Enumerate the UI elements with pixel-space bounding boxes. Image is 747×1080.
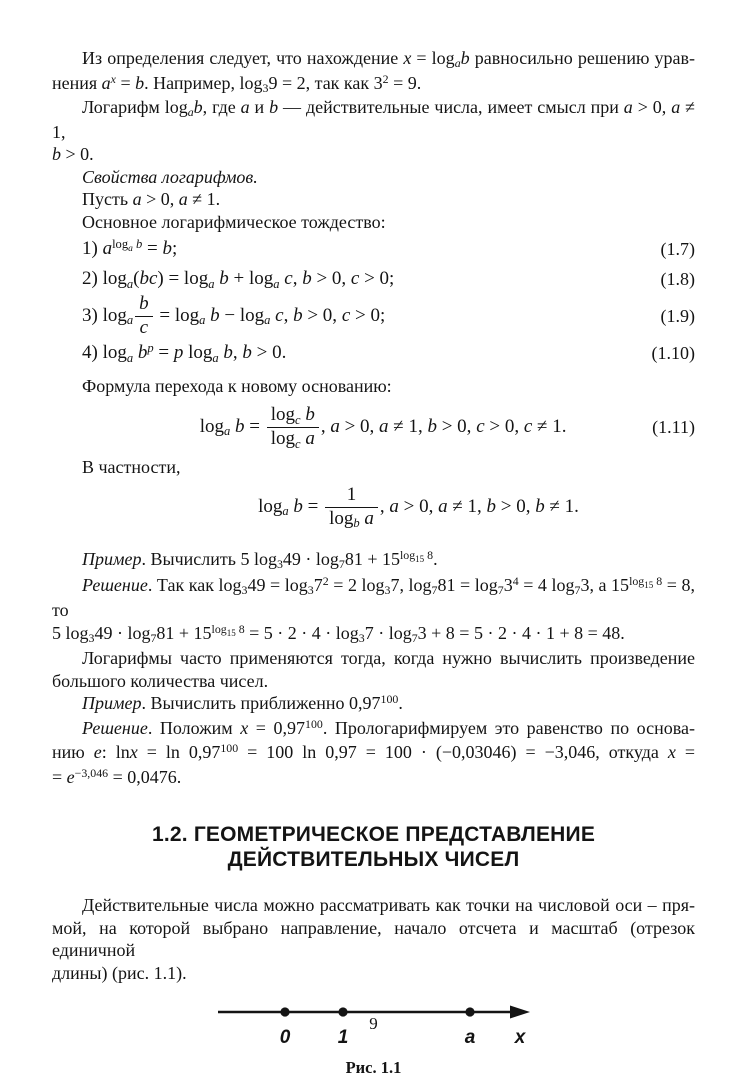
- text-run: 3: [503, 574, 513, 595]
- text-run: 49 = log: [247, 574, 308, 595]
- equation-body: [82, 238, 177, 260]
- fraction-denominator: [267, 427, 319, 450]
- text-run: 3 + 8 = 5 · 2 · 4 · 1 + 8 = 48.: [417, 622, 625, 643]
- text-run: ) = log: [157, 268, 209, 289]
- text-run: . Вычислить приближенно 0,97: [141, 693, 381, 713]
- text-run: = 4 log: [518, 574, 575, 595]
- text-run: =: [675, 742, 695, 762]
- text-run: > 0,: [436, 415, 477, 437]
- text-run: b: [214, 268, 229, 289]
- text-run: 49 · log: [94, 622, 151, 643]
- text-run: 7: [313, 574, 323, 595]
- text-run: a: [389, 495, 399, 517]
- paragraph: [52, 717, 695, 791]
- fraction: [267, 405, 319, 450]
- text-run: a: [454, 56, 461, 71]
- text-run: 9 = 2, так как 3: [268, 72, 383, 93]
- text-run: 100: [380, 692, 399, 707]
- figure-caption: Рис. 1.1: [345, 1058, 402, 1077]
- section-heading-line: ДЕЙСТВИТЕЛЬНЫХ ЧИСЕЛ: [227, 848, 520, 871]
- text-run: =: [142, 238, 163, 259]
- text-run: Действительные числа можно рассматривать как точки на числовой оси – пря-: [82, 895, 695, 915]
- text-run: 81 = log: [437, 574, 498, 595]
- text-run: ≠ 1,: [52, 97, 695, 142]
- paragraph-line: [52, 894, 695, 917]
- text-run: a: [438, 495, 448, 517]
- text-run: нения: [52, 72, 102, 93]
- text-run: c: [476, 415, 485, 437]
- paragraph: [52, 574, 695, 648]
- paragraph-line: [52, 143, 695, 166]
- text-run: 49 · log: [282, 549, 339, 569]
- text-run: b: [205, 304, 220, 326]
- text-run: > 0;: [359, 268, 395, 289]
- text-run: log: [270, 428, 295, 449]
- text-run: a: [132, 189, 142, 209]
- text-run: =: [52, 766, 67, 787]
- text-run: x: [110, 71, 116, 86]
- text-run: ≠ 1.: [187, 189, 221, 209]
- text-run: Пример: [82, 549, 142, 569]
- paragraph: [52, 96, 695, 166]
- paragraph-line: [52, 72, 695, 97]
- text-run: 7: [411, 630, 418, 645]
- text-run: Основное логарифмическое тождество:: [82, 211, 386, 232]
- text-run: c: [523, 415, 533, 437]
- axis-label-one: 1: [337, 1027, 348, 1048]
- paragraph-line: [52, 766, 695, 791]
- text-run: = 2 log: [328, 574, 385, 595]
- equation-number: (1.9): [660, 305, 695, 326]
- text-run: ,: [232, 342, 243, 363]
- text-run: a: [264, 312, 271, 327]
- text-run: = 9.: [388, 72, 422, 93]
- text-run: 3: [358, 630, 365, 645]
- text-run: b: [288, 495, 303, 517]
- text-run: log: [199, 415, 224, 437]
- text-run: . Например, log: [144, 72, 263, 93]
- text-run: (: [133, 268, 140, 289]
- equation-particular-case: [52, 478, 695, 536]
- text-run: c: [270, 304, 284, 326]
- text-run: 7, log: [390, 574, 432, 595]
- text-run: 7: [574, 582, 581, 597]
- text-run: b: [427, 415, 437, 437]
- paragraph-line: [52, 647, 695, 670]
- equation-number: (1.8): [660, 268, 695, 289]
- text-run: b: [133, 342, 148, 363]
- text-run: ,: [379, 495, 390, 517]
- fraction-numerator: [325, 485, 378, 507]
- fraction-numerator: [135, 294, 153, 316]
- text-run: a: [199, 312, 206, 327]
- text-run: − log: [219, 304, 265, 326]
- text-run: log: [258, 495, 283, 517]
- text-run: c: [139, 316, 149, 338]
- paragraph-line: [52, 741, 695, 766]
- text-run: b: [460, 48, 470, 68]
- axis-label-x: x: [514, 1027, 525, 1048]
- text-run: b: [535, 495, 545, 517]
- paragraph-line: [52, 692, 695, 717]
- fraction-numerator: [267, 405, 319, 427]
- text-run: 3: [276, 557, 283, 572]
- text-run: = log: [411, 48, 455, 68]
- paragraph-line: [52, 166, 695, 189]
- text-run: > 0,: [141, 189, 179, 209]
- equation-body: [82, 342, 286, 364]
- text-run: p: [147, 340, 154, 355]
- text-run: > 0.: [61, 144, 94, 164]
- page-number: 9: [369, 1014, 378, 1033]
- text-run: bc: [139, 268, 158, 289]
- text-run: 7: [431, 582, 438, 597]
- text-run: 7: [150, 630, 157, 645]
- text-run: 8: [653, 573, 663, 588]
- equation-number: (1.7): [660, 238, 695, 259]
- text-run: Логарифм log: [82, 97, 188, 117]
- text-run: b: [132, 236, 143, 251]
- text-run: p: [173, 342, 184, 363]
- text-run: log: [270, 404, 295, 426]
- text-run: =: [115, 72, 136, 93]
- equation-body: [82, 294, 385, 339]
- text-run: a: [359, 507, 374, 529]
- text-run: b: [218, 342, 233, 363]
- text-run: a: [187, 105, 194, 120]
- text-run: e: [93, 742, 102, 762]
- text-run: 81 + 15: [156, 622, 212, 643]
- paragraph-line: [52, 456, 695, 479]
- text-run: В частности,: [82, 456, 181, 477]
- text-run: log: [629, 573, 645, 588]
- text-run: c: [350, 268, 360, 289]
- text-run: a: [126, 350, 134, 365]
- text-run: a: [240, 97, 250, 117]
- text-run: 3: [384, 582, 391, 597]
- text-run: −3,046: [74, 765, 109, 780]
- paragraph-line: [52, 622, 695, 648]
- paragraph-line: [52, 96, 695, 143]
- text-run: a: [126, 276, 134, 291]
- text-run: a: [671, 97, 681, 117]
- text-run: b: [162, 238, 172, 259]
- text-run: > 0,: [339, 415, 380, 437]
- paragraph: [52, 47, 695, 96]
- text-run: . Прологарифмируем это равенство по основа-: [322, 717, 695, 738]
- equation-body: [52, 405, 652, 450]
- text-run: x: [667, 742, 676, 762]
- text-run: 15: [415, 554, 425, 565]
- text-run: 3: [262, 80, 269, 95]
- text-run: 5 log: [52, 622, 89, 643]
- text-run: = ln 0,97: [137, 742, 221, 762]
- text-run: + log: [228, 268, 274, 289]
- text-run: Пример: [82, 693, 142, 713]
- text-run: a: [379, 415, 389, 437]
- paragraph: [52, 894, 695, 984]
- text-run: a: [102, 238, 113, 259]
- text-run: Из определения следует, что нахождение: [82, 48, 404, 68]
- text-run: 15: [226, 627, 236, 638]
- text-run: x: [240, 717, 249, 738]
- text-run: a: [212, 350, 219, 365]
- text-run: и: [249, 97, 270, 117]
- text-run: Формула перехода к новому основанию:: [82, 376, 392, 396]
- text-run: c: [279, 268, 293, 289]
- fraction-denominator: [135, 316, 153, 339]
- text-run: 100: [305, 716, 323, 731]
- text-run: b: [293, 304, 303, 326]
- text-run: 2: [322, 573, 329, 588]
- text-run: a: [330, 415, 340, 437]
- text-run: 2) log: [82, 268, 127, 289]
- text-run: a: [623, 97, 633, 117]
- text-run: = log: [154, 304, 200, 326]
- text-run: a: [273, 276, 280, 291]
- text-run: — действительные числа, имеет смысл при: [278, 97, 624, 117]
- text-run: b: [269, 97, 279, 117]
- section-heading: [52, 822, 695, 872]
- text-run: Решение: [82, 574, 148, 595]
- text-run: 7 · log: [364, 622, 412, 643]
- text-run: 3: [88, 630, 95, 645]
- text-run: b: [230, 415, 245, 437]
- text-run: a: [223, 424, 231, 439]
- text-run: 3: [307, 582, 314, 597]
- text-run: =: [244, 415, 265, 437]
- text-run: a: [178, 189, 188, 209]
- text-run: 3) log: [82, 304, 127, 326]
- paragraph-line: [52, 211, 695, 234]
- text-run: 3: [241, 582, 248, 597]
- text-run: b: [353, 516, 360, 530]
- text-run: 81 + 15: [344, 549, 400, 569]
- text-run: a: [300, 428, 315, 449]
- text-run: .: [433, 549, 438, 569]
- text-run: > 0,: [302, 304, 342, 326]
- text-run: c: [341, 304, 351, 326]
- text-run: b: [242, 342, 252, 363]
- text-run: log: [399, 548, 416, 563]
- paragraph-line: [52, 962, 695, 985]
- paragraph-line: [52, 917, 695, 962]
- text-run: =: [302, 495, 324, 517]
- paragraph-line: [52, 375, 695, 398]
- axis-label-zero: 0: [279, 1027, 290, 1048]
- text-run: > 0,: [632, 97, 672, 117]
- text-run: Свойства логарифмов.: [82, 166, 258, 187]
- text-run: b: [52, 144, 61, 164]
- text-run: равносильно решению урав-: [469, 48, 695, 68]
- text-run: = 8, то: [52, 574, 696, 620]
- text-run: a: [126, 312, 134, 327]
- text-run: log: [211, 621, 227, 636]
- equation-number: (1.10): [651, 342, 695, 363]
- text-run: b: [300, 404, 315, 426]
- paragraph-line: [52, 188, 695, 211]
- text-run: . Так как log: [147, 574, 242, 595]
- text-run: ,: [283, 304, 294, 326]
- equation-number: (1.11): [652, 417, 695, 437]
- equation-1-8: [52, 263, 695, 295]
- equation-1-10: [52, 337, 695, 369]
- text-run: x: [403, 48, 412, 68]
- axis-label-a: a: [464, 1027, 475, 1048]
- section-heading-line: 1.2. ГЕОМЕТРИЧЕСКОЕ ПРЕДСТАВЛЕНИЕ: [151, 823, 596, 846]
- equation-1-11: [52, 400, 695, 456]
- text-run: мой, на которой выбрано направление, начало отсчета и масштаб (отрезок единичной: [52, 917, 695, 960]
- text-run: c: [295, 412, 301, 427]
- equation-1-7: [52, 235, 695, 263]
- text-run: b: [135, 72, 145, 93]
- text-run: log: [183, 342, 213, 363]
- text-run: 7: [338, 557, 345, 572]
- text-run: b: [486, 495, 497, 517]
- text-run: a: [128, 244, 133, 255]
- text-run: .: [398, 693, 403, 713]
- text-run: большого количества чисел.: [52, 670, 269, 691]
- paragraph-line: [52, 47, 695, 72]
- text-run: : ln: [101, 742, 130, 762]
- text-run: 4: [512, 573, 519, 588]
- paragraph-line: [52, 574, 695, 622]
- equation-1-9: [52, 292, 695, 338]
- fraction: [135, 294, 153, 339]
- text-run: Решение: [82, 717, 148, 738]
- text-run: ≠ 1,: [388, 415, 428, 437]
- text-run: c: [295, 436, 301, 451]
- text-run: ≠ 1.: [544, 495, 579, 517]
- text-run: нию: [52, 742, 94, 762]
- text-run: , где: [202, 97, 241, 117]
- text-run: 3, а 15: [580, 574, 630, 595]
- text-run: = 5 · 2 · 4 · log: [244, 622, 359, 643]
- text-run: b: [139, 292, 149, 314]
- text-run: 100: [220, 741, 239, 756]
- text-run: . Вычислить 5 log: [141, 549, 277, 569]
- equation-body: [52, 485, 695, 530]
- paragraph-line: [52, 717, 695, 742]
- text-run: 4) log: [82, 342, 127, 363]
- text-run: ,: [320, 415, 331, 437]
- fraction: [325, 485, 378, 530]
- text-run: a: [101, 72, 111, 93]
- paragraph-line: [52, 670, 695, 693]
- text-run: 8: [424, 548, 434, 563]
- text-run: x: [129, 742, 138, 762]
- text-run: 1): [82, 238, 103, 259]
- text-run: log: [329, 507, 354, 529]
- text-run: log: [112, 236, 129, 251]
- text-run: b: [302, 268, 312, 289]
- text-run: 2: [382, 71, 389, 86]
- text-run: =: [153, 342, 174, 363]
- paragraph: [52, 647, 695, 692]
- page-content: [52, 47, 695, 1078]
- text-run: ≠ 1,: [447, 495, 487, 517]
- text-run: 7: [497, 582, 504, 597]
- text-run: a: [208, 276, 215, 291]
- text-run: = 0,97: [248, 717, 305, 738]
- text-run: a: [282, 503, 289, 518]
- text-run: > 0,: [484, 415, 524, 437]
- text-run: ,: [292, 268, 303, 289]
- text-run: длины) (рис. 1.1).: [52, 962, 187, 983]
- text-run: 15: [644, 579, 654, 590]
- text-run: Логарифмы часто применяются тогда, когда нужно вычислить произведение: [82, 648, 695, 668]
- figure-number-line: [52, 998, 695, 1078]
- equation-body: [82, 268, 394, 290]
- text-run: > 0;: [350, 304, 386, 326]
- text-run: > 0,: [311, 268, 351, 289]
- text-run: > 0,: [398, 495, 439, 517]
- text-run: . Положим: [147, 717, 241, 738]
- text-run: ≠ 1.: [532, 415, 567, 437]
- text-run: 1: [346, 483, 357, 505]
- text-run: e: [66, 766, 75, 787]
- text-run: = 100 ln 0,97 = 100 · (−0,03046) = −3,046, откуда: [238, 742, 668, 762]
- paragraph-line: [52, 548, 695, 574]
- text-run: ;: [171, 238, 178, 259]
- text-run: b: [193, 97, 203, 117]
- text-run: 8: [235, 621, 245, 636]
- text-run: > 0.: [251, 342, 287, 363]
- text-run: > 0,: [496, 495, 536, 517]
- text-run: Пусть: [82, 189, 133, 209]
- text-run: = 0,0476.: [108, 766, 182, 787]
- fraction-denominator: [325, 507, 378, 530]
